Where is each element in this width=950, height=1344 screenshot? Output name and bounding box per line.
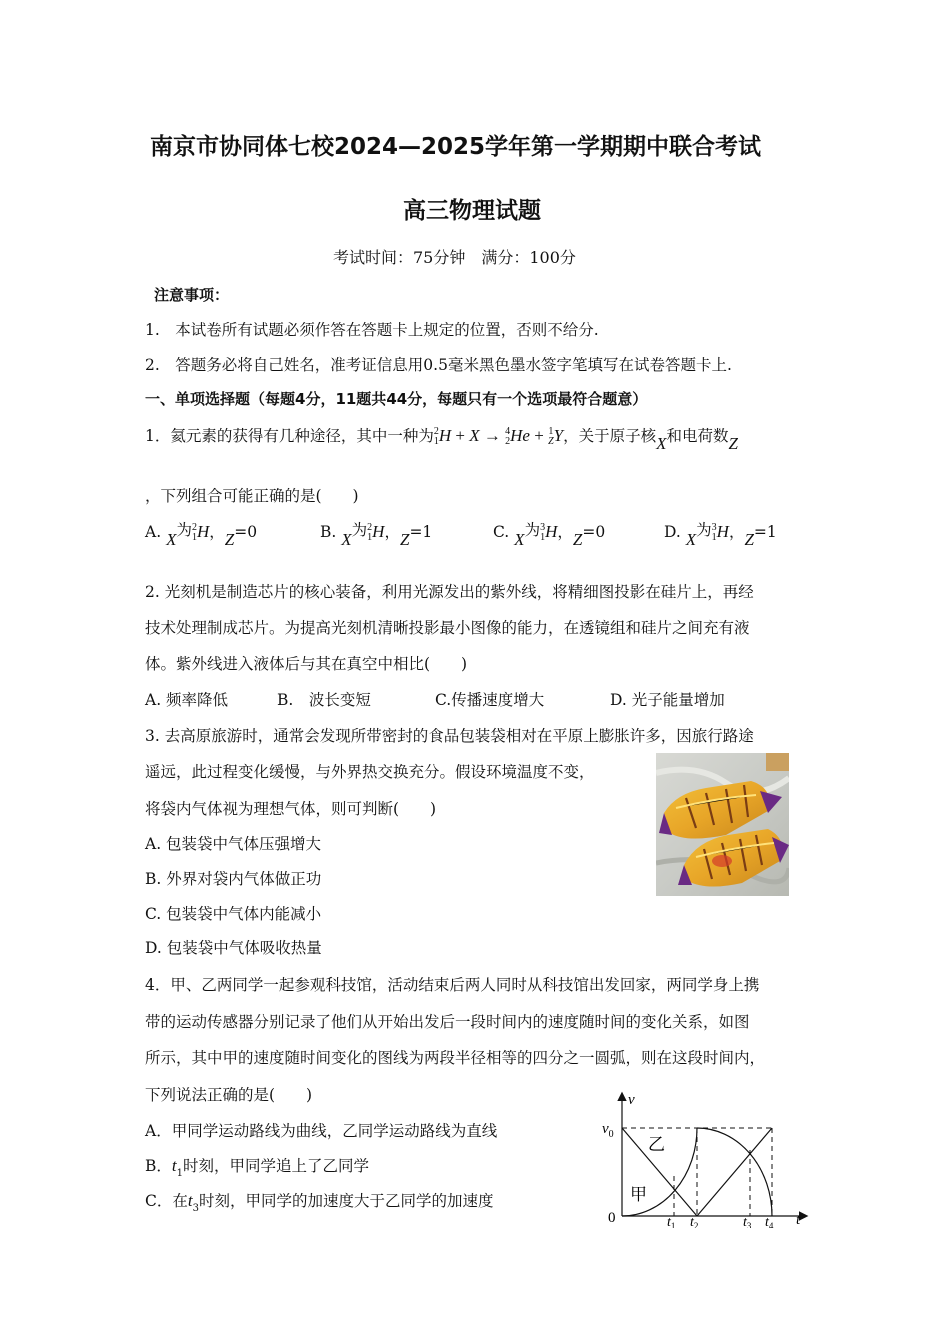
yi-label: 乙 bbox=[648, 1135, 665, 1155]
q1-option-a[interactable]: A. X为 2 1 H，Z=0 bbox=[145, 521, 258, 549]
snack-bag-photo bbox=[656, 753, 789, 896]
q3-option-b[interactable]: B. 外界对袋内气体做正功 bbox=[145, 870, 322, 888]
q3-line: 3. 去高原旅游时，通常会发现所带密封的食品包装袋相对在平原上膨胀许多，因旅行路途 bbox=[145, 727, 754, 745]
q3-option-d[interactable]: D. 包装袋中气体吸收热量 bbox=[145, 939, 322, 957]
exam-info: 考试时间：75分钟 满分：100分 bbox=[333, 248, 576, 267]
jia-label: 甲 bbox=[630, 1185, 647, 1205]
q1-lead: 1．氦元素的获得有几种途径，其中一种为 bbox=[145, 427, 434, 445]
yi-line-up bbox=[697, 1128, 772, 1216]
notes-heading: 注意事项： bbox=[154, 286, 230, 304]
v0-label: $v_0$ bbox=[602, 1121, 614, 1140]
q4-line: 所示，其中甲的速度随时间变化的图线为两段半径相等的四分之一圆弧，则在这段时间内， bbox=[145, 1049, 766, 1067]
velocity-time-graph bbox=[600, 1088, 815, 1228]
q1-option-c[interactable]: C. X为 3 1 H，Z=0 bbox=[493, 521, 606, 549]
q2-line: 技术处理制成芯片。为提高光刻机清晰投影最小图像的能力，在透镜组和硅片之间充有液 bbox=[145, 619, 750, 637]
q4-option-b[interactable]: B．$t_1$时刻，甲同学追上了乙同学 bbox=[145, 1156, 370, 1179]
t-axis-label: t bbox=[796, 1212, 801, 1228]
q3-option-a[interactable]: A. 包装袋中气体压强增大 bbox=[145, 835, 322, 853]
q4-option-a[interactable]: A．甲同学运动路线为曲线，乙同学运动路线为直线 bbox=[145, 1122, 498, 1140]
q2-option-d[interactable]: D. 光子能量增加 bbox=[610, 691, 725, 709]
q4-line: 下列说法正确的是( ) bbox=[145, 1086, 313, 1104]
q1-option-b[interactable]: B. X为 2 1 H，Z=1 bbox=[320, 521, 433, 549]
q2-option-b[interactable]: B. 波长变短 bbox=[277, 691, 371, 709]
v-axis-label: v bbox=[628, 1092, 635, 1108]
question-1: 1．氦元素的获得有几种途径，其中一种为 2 1 H + X → 4 2 He + 1 Z Y，关于原子核X和电荷数Z bbox=[145, 426, 738, 453]
q2-option-c[interactable]: C.传播速度增大 bbox=[435, 691, 545, 709]
exam-subtitle: 高三物理试题 bbox=[403, 198, 541, 224]
q4-line: 4．甲、乙两同学一起参观科技馆，活动结束后两人同时从科技馆出发回家，两同学身上携 bbox=[145, 976, 760, 994]
origin-label: 0 bbox=[608, 1210, 616, 1226]
q2-option-a[interactable]: A. 频率降低 bbox=[145, 691, 229, 709]
t2-label: $t_2$ bbox=[690, 1215, 699, 1228]
t3-label: $t_3$ bbox=[743, 1215, 752, 1228]
note-item: 2. 答题务必将自己姓名，准考证信息用0.5毫米黑色墨水签字笔填写在试卷答题卡上. bbox=[145, 356, 732, 374]
t4-label: $t_4$ bbox=[765, 1215, 774, 1228]
note-item: 1. 本试卷所有试题必须作答在答题卡上规定的位置，否则不给分. bbox=[145, 321, 599, 339]
q4-line: 带的运动传感器分别记录了他们从开始出发后一段时间内的速度随时间的变化关系，如图 bbox=[145, 1013, 750, 1031]
q1-equation: 2 1 H + X → 4 2 He + 1 Z Y bbox=[433, 426, 564, 448]
q1-option-d[interactable]: D. X为 3 1 H，Z=1 bbox=[664, 521, 777, 549]
q1-tail: ，下列组合可能正确的是( ) bbox=[145, 487, 359, 505]
exam-title: 南京市协同体七校2024—2025学年第一学期期中联合考试 bbox=[150, 134, 762, 160]
q3-option-c[interactable]: C. 包装袋中气体内能减小 bbox=[145, 905, 322, 923]
t1-label: $t_1$ bbox=[667, 1215, 676, 1228]
q2-line: 体。紫外线进入液体后与其在真空中相比( ) bbox=[145, 655, 468, 673]
q2-line: 2. 光刻机是制造芯片的核心装备，利用光源发出的紫外线，将精细图投影在硅片上，再经 bbox=[145, 583, 754, 601]
q4-option-c[interactable]: C．在$t_3$时刻，甲同学的加速度大于乙同学的加速度 bbox=[145, 1191, 494, 1214]
section-heading: 一、单项选择题（每题4分，11题共44分，每题只有一个选项最符合题意） bbox=[145, 390, 648, 408]
q3-line: 将袋内气体视为理想气体，则可判断( ) bbox=[145, 800, 437, 818]
q3-line: 遥远，此过程变化缓慢，与外界热交换充分。假设环境温度不变， bbox=[145, 763, 595, 781]
